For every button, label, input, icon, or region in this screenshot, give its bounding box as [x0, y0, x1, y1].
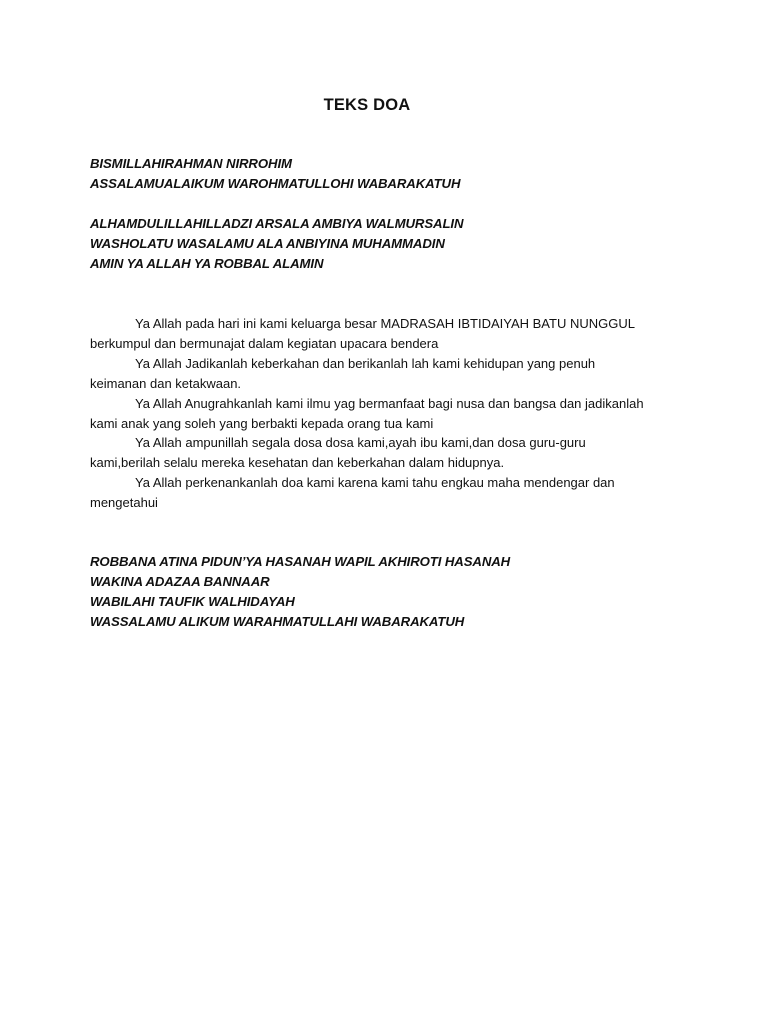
- opening-line: ASSALAMUALAIKUM WAROHMATULLOHI WABARAKATUH: [90, 176, 461, 191]
- closing-line: WAKINA ADAZAA BANNAAR: [90, 574, 270, 589]
- prayer-body: [90, 314, 650, 513]
- prayer-paragraph: Ya Allah Jadikanlah keberkahan dan berikanlah lah kami kehidupan yang penuh keimanan dan ketakwaan.: [90, 355, 596, 391]
- closing-line: WABILAHI TAUFIK WALHIDAYAH: [90, 594, 295, 609]
- opening-greeting-block: [90, 154, 670, 194]
- prayer-paragraph: Ya Allah perkenankanlah doa kami karena kami tahu engkau maha mendengar dan mengetahui: [90, 475, 615, 511]
- prayer-paragraph: Ya Allah Anugrahkanlah kami ilmu yag bermanfaat bagi nusa dan bangsa dan jadikanlah kami anak yang soleh yang berbakti kepada orang tua kami: [90, 395, 644, 431]
- closing-line: WASSALAMU ALIKUM WARAHMATULLAHI WABARAKATUH: [90, 614, 465, 629]
- praise-line: ALHAMDULILLAHILLADZI ARSALA AMBIYA WALMURSALIN: [90, 216, 464, 231]
- document-title: TEKS DOA: [323, 96, 411, 114]
- praise-line: AMIN YA ALLAH YA ROBBAL ALAMIN: [90, 256, 324, 271]
- closing-line: ROBBANA ATINA PIDUN’YA HASANAH WAPIL AKHIROTI HASANAH: [90, 554, 511, 569]
- praise-line: WASHOLATU WASALAMU ALA ANBIYINA MUHAMMADIN: [90, 236, 445, 251]
- praise-block: [90, 214, 670, 274]
- prayer-paragraph: Ya Allah pada hari ini kami keluarga besar MADRASAH IBTIDAIYAH BATU NUNGGUL berkumpul dan bermunajat dalam kegiatan upacara bendera: [90, 316, 635, 351]
- opening-line: BISMILLAHIRAHMAN NIRROHIM: [90, 156, 292, 171]
- closing-block: [90, 552, 670, 632]
- prayer-paragraph: Ya Allah ampunillah segala dosa dosa kami,ayah ibu kami,dan dosa guru-guru kami,berilah selalu mereka kesehatan dan keberkahan dalam hidupnya.: [90, 435, 586, 471]
